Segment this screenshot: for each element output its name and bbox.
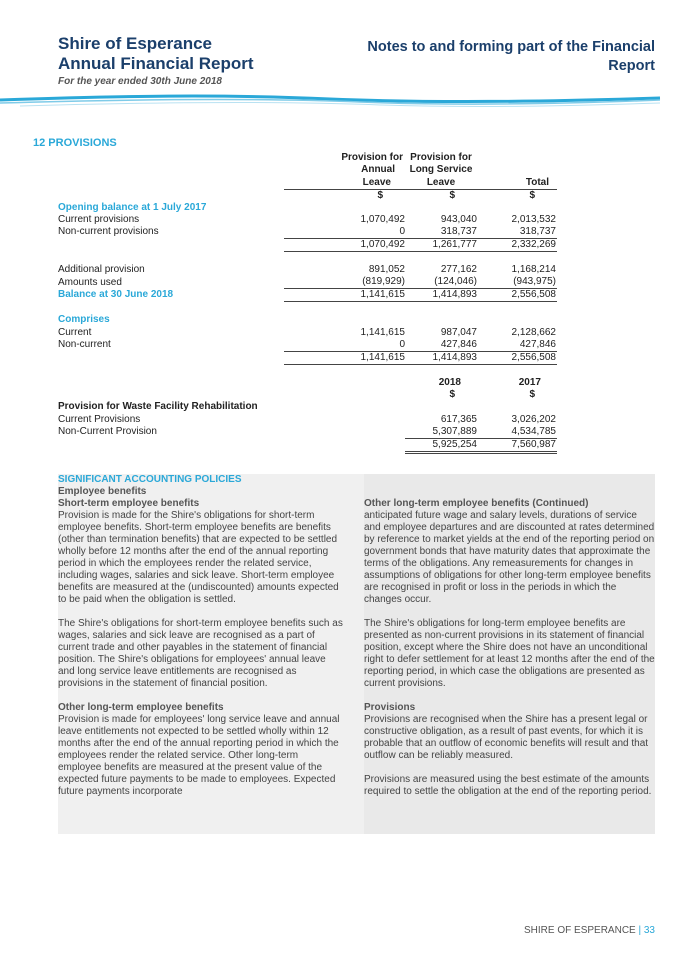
section-title: 12 PROVISIONS [33, 137, 117, 149]
employee-benefits-heading: Employee benefits [58, 486, 147, 497]
org-name: Shire of Esperance [58, 34, 213, 53]
opening-balance-label: Opening balance at 1 July 2017 [58, 201, 207, 213]
currency-annual: $ [377, 189, 383, 201]
table-row: Current Provisions 617,365 3,026,202 [58, 413, 556, 425]
col-header-ls-3: Leave [405, 177, 477, 190]
table-row: Non-Current Provision 5,307,889 4,534,785 [58, 425, 556, 437]
report-header [58, 34, 254, 89]
table-row: Non-current 0 427,846 427,846 [58, 338, 556, 350]
comprises-label: Comprises [58, 314, 110, 326]
provisions-paragraph-2: Provisions are measured using the best estimate of the amounts required to settle the obligation at the end of the reporting period. [364, 774, 652, 797]
page-number: 33 [643, 925, 655, 936]
short-term-heading: Short-term employee benefits [58, 498, 200, 509]
policies-left-column [58, 474, 343, 798]
table-row: Amounts used (819,929) (124,046) (943,975) [58, 276, 556, 288]
other-long-term-paragraph: Provision is made for employees' long service leave and annual leave entitlements not expected to be settled wholly within 12 months after the end of the annual reporting period in which the employees render the related service. Other long-term employee benefits are measured at the present value of the expected future payments to be made to employees. Expected future payments incorporate [58, 714, 340, 797]
report-period: For the year ended 30th June 2018 [58, 76, 222, 87]
table-row: Non-current provisions 0 318,737 318,737 [58, 226, 556, 238]
accounting-policies-box [58, 474, 655, 834]
col-header-annual-2: Annual [361, 164, 395, 176]
provisions-heading: Provisions [364, 702, 416, 713]
col-header-total: Total [477, 177, 557, 190]
short-term-paragraph-1: Provision is made for the Shire's obligations for short-term employee benefits. Short-term employee benefits are benefits (other than termination benefits) that are expected to be settled wholly before 12 months after the end of the annual reporting period in which the employees render the related service, including wages, salaries and sick leave. Short-term employee benefits are measured at the (undiscounted) amounts expected to be paid when the obligation is settled. [58, 510, 339, 605]
notes-title: Notes to and forming part of the Financial Report [367, 39, 655, 74]
col-header-ls-2: Long Service [409, 164, 473, 176]
closing-balance-row: Balance at 30 June 2018 1,141,615 1,414,893 2,556,508 [58, 289, 556, 301]
provisions-paragraph-1: Provisions are recognised when the Shire has a present legal or constructive obligation, as a result of past events, for which it is probable that an outflow of economic benefits will result and that outflow can be reliably measured. [364, 714, 649, 761]
table-row: Current 1,141,615 987,047 2,128,662 [58, 326, 556, 338]
policies-right-column [364, 474, 655, 834]
page-footer [524, 925, 655, 936]
other-long-term-cont-paragraph-1: anticipated future wage and salary levels, durations of service and employee departures and are discounted at rates determined by reference to market yields at the end of the reporting period on government bonds that have maturity dates that approximate the terms of the obligations. Any remeasurements for changes in assumptions of obligations for other long-term employee benefits are recognised in profit or loss in the periods in which the changes occur. [364, 510, 655, 605]
col-header-annual-1: Provision for [341, 152, 403, 164]
currency-2017: $ [529, 388, 535, 400]
year-2017-header: 2017 [518, 376, 541, 388]
currency-2018: $ [449, 388, 455, 400]
col-header-annual-3: Leave [284, 177, 405, 190]
waste-rehab-title: Provision for Waste Facility Rehabilitation [58, 401, 258, 413]
year-2018-header: 2018 [438, 376, 461, 388]
other-long-term-heading: Other long-term employee benefits [58, 702, 224, 713]
report-title: Annual Financial Report [58, 54, 254, 73]
opening-total-row: 1,070,492 1,261,777 2,332,269 [58, 239, 557, 252]
other-long-term-cont-heading: Other long-term employee benefits (Continued) [364, 498, 589, 509]
currency-ls: $ [449, 189, 455, 201]
policies-heading: SIGNIFICANT ACCOUNTING POLICIES [58, 474, 242, 485]
comprises-total-row: 1,141,615 1,414,893 2,556,508 [58, 351, 557, 364]
table-row: Additional provision 891,052 277,162 1,168,214 [58, 264, 556, 276]
col-header-ls-1: Provision for [410, 152, 472, 164]
other-long-term-cont-paragraph-2: The Shire's obligations for long-term employee benefits are presented as non-current provisions in its statement of financial position, except where the Shire does not have an unconditional right to defer settlement for at least 12 months after the end of the reporting period, in which case the obligations are presented as current provisions. [364, 618, 655, 689]
footer-separator: | [635, 925, 644, 936]
header-wave-divider [0, 90, 675, 112]
provisions-table [58, 152, 557, 454]
footer-org: SHIRE OF ESPERANCE [524, 925, 636, 936]
currency-total: $ [529, 189, 535, 201]
waste-total-row: 5,925,254 7,560,987 [58, 438, 557, 452]
short-term-paragraph-2: The Shire's obligations for short-term employee benefits such as wages, salaries and sick leave are recognised as a part of current trade and other payables in the statement of financial position. The Shire's obligations for employees' annual leave and long service leave entitlements are recognised as provisions in the statement of financial position. [58, 618, 343, 689]
table-row: Current provisions 1,070,492 943,040 2,013,532 [58, 214, 556, 226]
